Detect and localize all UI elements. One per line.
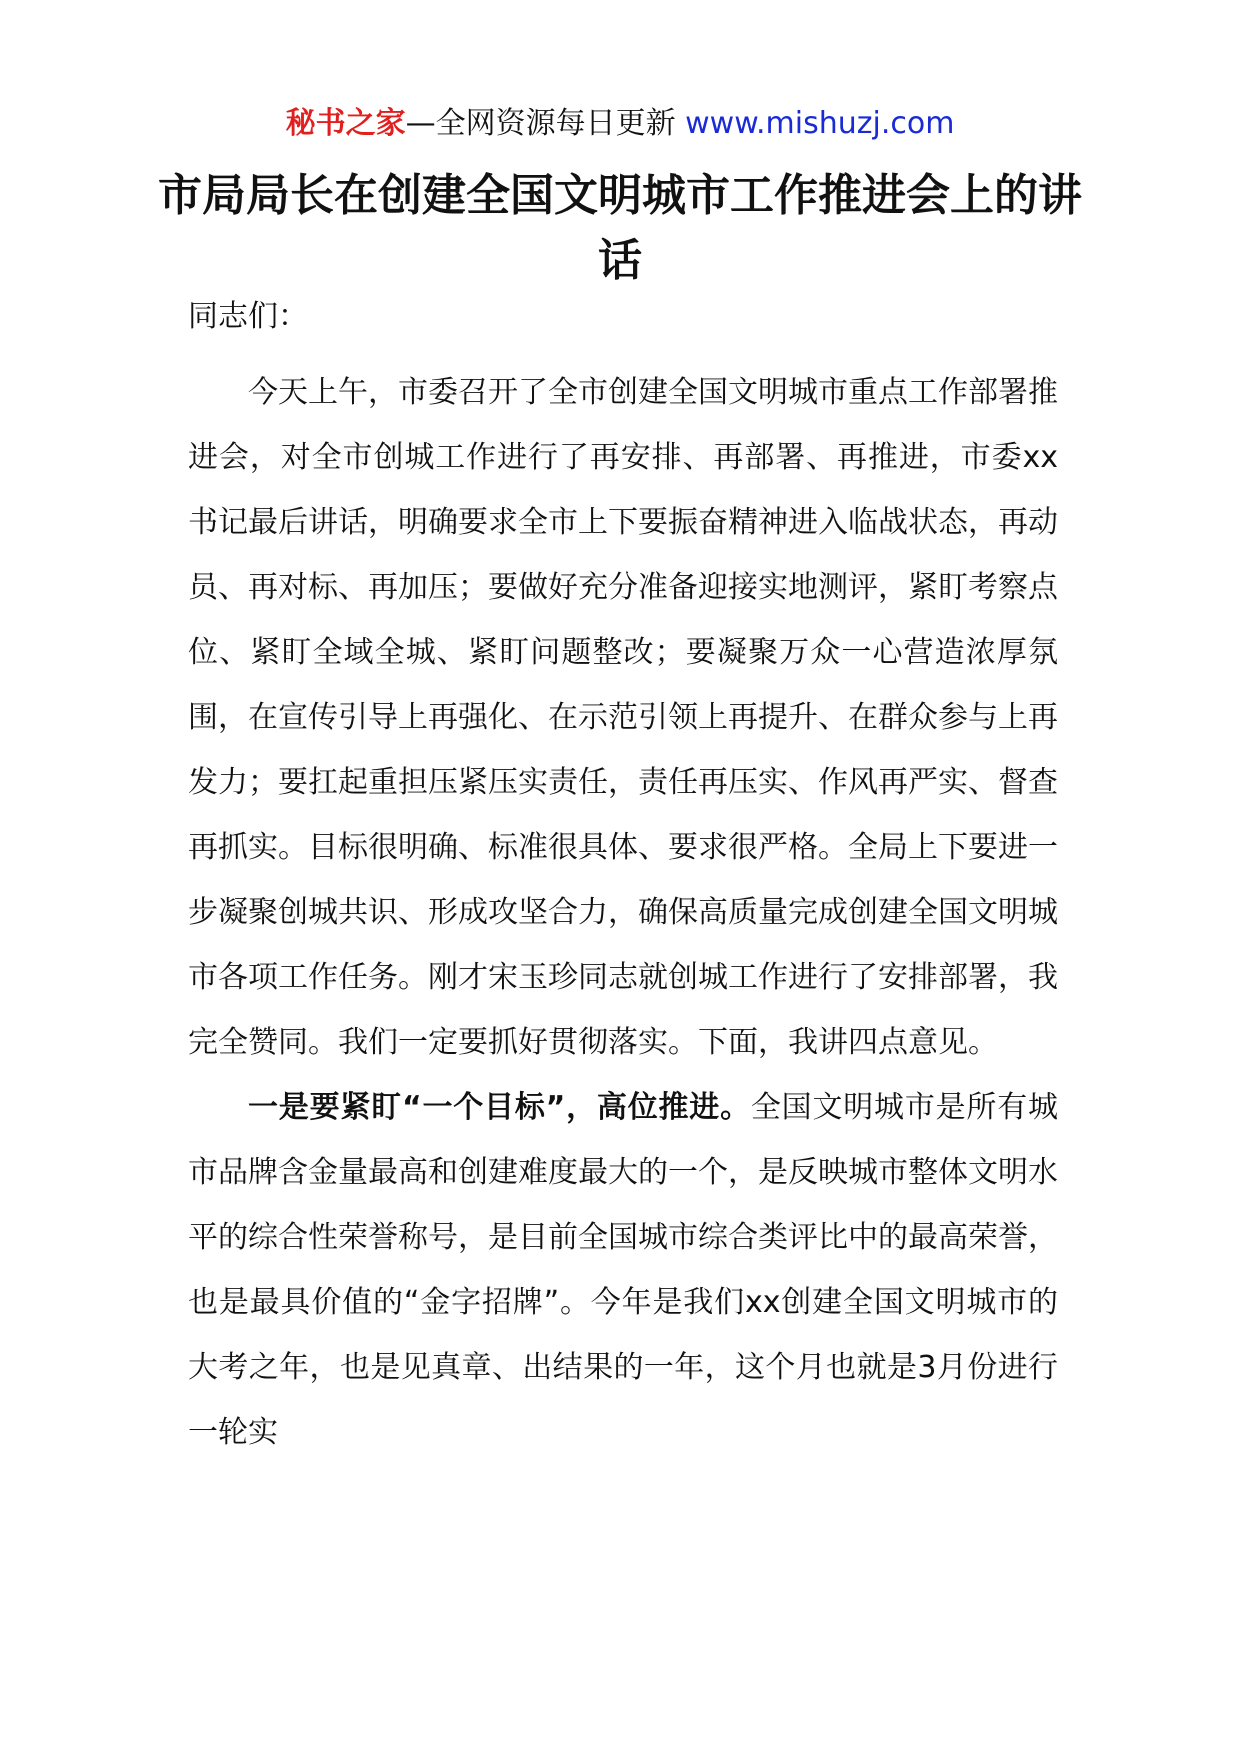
site-url-link[interactable]: www.mishuzj.com [685,106,955,141]
document-body [188,295,1058,1465]
paragraph-lead-heading: 一是要紧盯“一个目标”，高位推进。 [248,1090,751,1125]
header-tagline: —全网资源每日更新 [405,106,676,141]
site-header [0,102,1240,146]
body-paragraph-2 [188,1075,1058,1465]
paragraph-2-text: 全国文明城市是所有城市品牌含金量最高和创建难度最大的一个，是反映城市整体文明水平的综合性荣誉称号，是目前全国城市综合类评比中的最高荣誉，也是最具价值的“金字招牌”。今年是我们xx创建全国文明城市的大考之年，也是见真章、出结果的一年，这个月也就是3月份进行一轮实 [188,1090,1059,1450]
body-paragraph-1: 今天上午，市委召开了全市创建全国文明城市重点工作部署推进会，对全市创城工作进行了再安排、再部署、再推进，市委xx书记最后讲话，明确要求全市上下要振奋精神进入临战状态，再动员、再对标、再加压；要做好充分准备迎接实地测评，紧盯考察点位、紧盯全域全城、紧盯问题整改；要凝聚万众一心营造浓厚氛围，在宣传引导上再强化、在示范引领上再提升、在群众参与上再发力；要扛起重担压紧压实责任，责任再压实、作风再严实、督查再抓实。目标很明确、标准很具体、要求很严格。全局上下要进一步凝聚创城共识、形成攻坚合力，确保高质量完成创建全国文明城市各项工作任务。刚才宋玉珍同志就创城工作进行了安排部署，我完全赞同。我们一定要抓好贯彻落实。下面，我讲四点意见。 [188,375,1058,1060]
brand-name: 秘书之家 [285,106,406,141]
document-title: 市局局长在创建全国文明城市工作推进会上的讲话 [158,170,1082,286]
greeting: 同志们： [188,299,308,334]
